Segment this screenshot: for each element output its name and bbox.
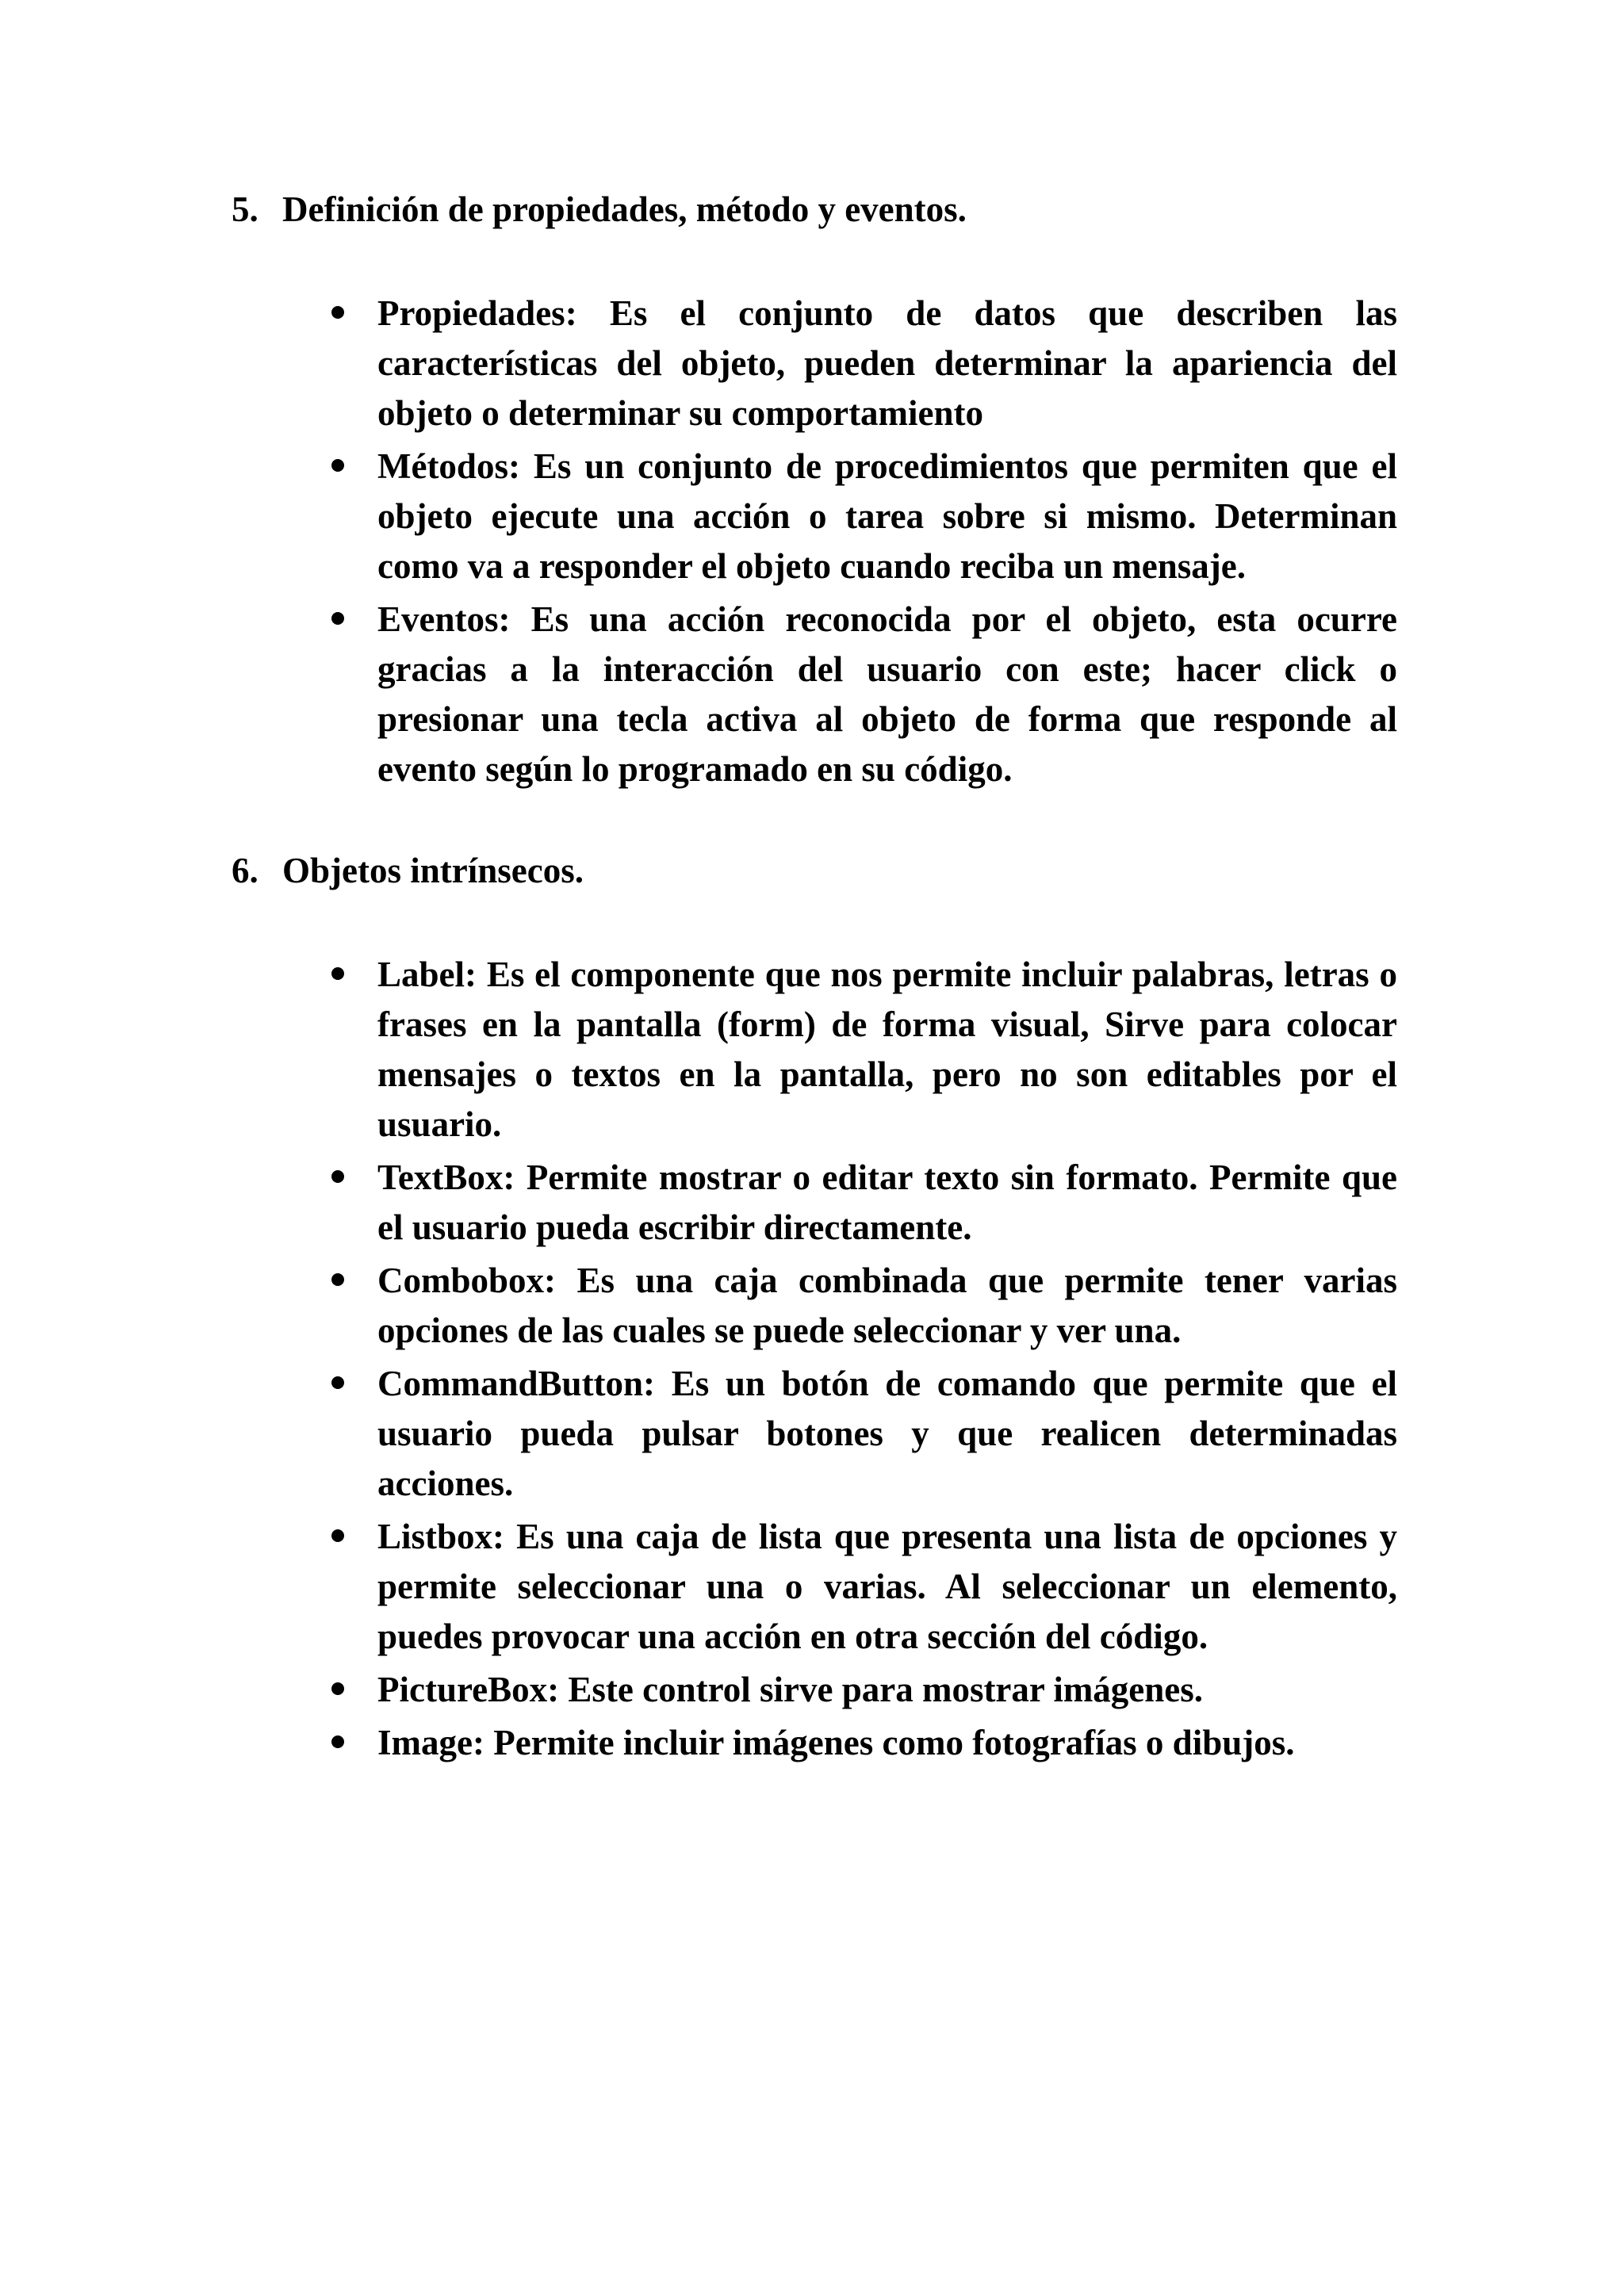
section-title: Definición de propiedades, método y eventos. [282,189,967,229]
bullet-icon [331,306,344,319]
bullet-list [232,950,1397,1768]
section-heading [232,184,1397,235]
term-label: Image: [377,1723,494,1762]
section-number: 6. [232,851,259,890]
list-item-methods [331,442,1397,591]
list-item-listbox [331,1512,1397,1662]
list-item-combobox [331,1256,1397,1356]
term-description: Es una caja de lista que presenta una lista de opciones y permite seleccionar una o varias. Al seleccionar un elemento, puedes provocar una acción en otra sección del código. [377,1517,1398,1656]
term-description: Es una caja combinada que permite tener varias opciones de las cuales se puede seleccionar y ver una. [377,1261,1397,1350]
term-description: Es una acción reconocida por el objeto, esta ocurre gracias a la interacción del usuario con este; hacer click o presionar una tecla activa al objeto de forma que responde al evento según lo programado en su código. [377,599,1397,789]
section-title: Objetos intrínsecos. [282,851,584,890]
list-item-label [331,950,1397,1150]
bullet-list [232,289,1397,794]
term-description: Es el conjunto de datos que describen las características del objeto, pueden determinar la apariencia del objeto o determinar su comportamiento [377,293,1397,433]
section-number: 5. [232,189,259,229]
term-label: Combobox: [377,1261,577,1300]
term-label: Propiedades: [377,293,610,333]
bullet-icon [331,1170,344,1183]
term-description: Es un conjunto de procedimientos que permiten que el objeto ejecute una acción o tarea sobre si mismo. Determinan como va a responder el objeto cuando reciba un mensaje. [377,446,1397,586]
term-label: TextBox: [377,1158,527,1197]
section-intrinsic-objects [232,845,1397,1768]
term-description: Es un botón de comando que permite que el usuario pueda pulsar botones y que realicen determinadas acciones. [377,1364,1397,1503]
list-item-textbox [331,1153,1397,1253]
term-label: Label: [377,955,487,994]
term-description: Permite mostrar o editar texto sin formato. Permite que el usuario pueda escribir directamente. [377,1158,1398,1247]
bullet-icon [331,1735,344,1748]
bullet-icon [331,1529,344,1542]
bullet-icon [331,459,344,472]
bullet-icon [331,1273,344,1286]
term-description: Permite incluir imágenes como fotografías o dibujos. [493,1723,1295,1762]
term-description: Este control sirve para mostrar imágenes. [568,1670,1204,1709]
list-item-properties [331,289,1397,438]
bullet-icon [331,612,344,625]
section-heading [232,845,1397,896]
section-properties-methods-events [232,184,1397,794]
term-label: Eventos: [377,599,531,639]
document-content [232,184,1397,1771]
list-item-picturebox [331,1665,1397,1715]
list-item-commandbutton [331,1359,1397,1509]
term-label: CommandButton: [377,1364,672,1403]
list-item-image [331,1718,1397,1768]
bullet-icon [331,967,344,980]
term-label: PictureBox: [377,1670,569,1709]
bullet-icon [331,1376,344,1389]
term-label: Métodos: [377,446,534,486]
list-item-events [331,595,1397,794]
term-label: Listbox: [377,1517,517,1556]
bullet-icon [331,1682,344,1695]
term-description: Es el componente que nos permite incluir palabras, letras o frases en la pantalla (form) de forma visual, Sirve para colocar mensajes o textos en la pantalla, pero no son editables por el usuario. [377,955,1397,1144]
